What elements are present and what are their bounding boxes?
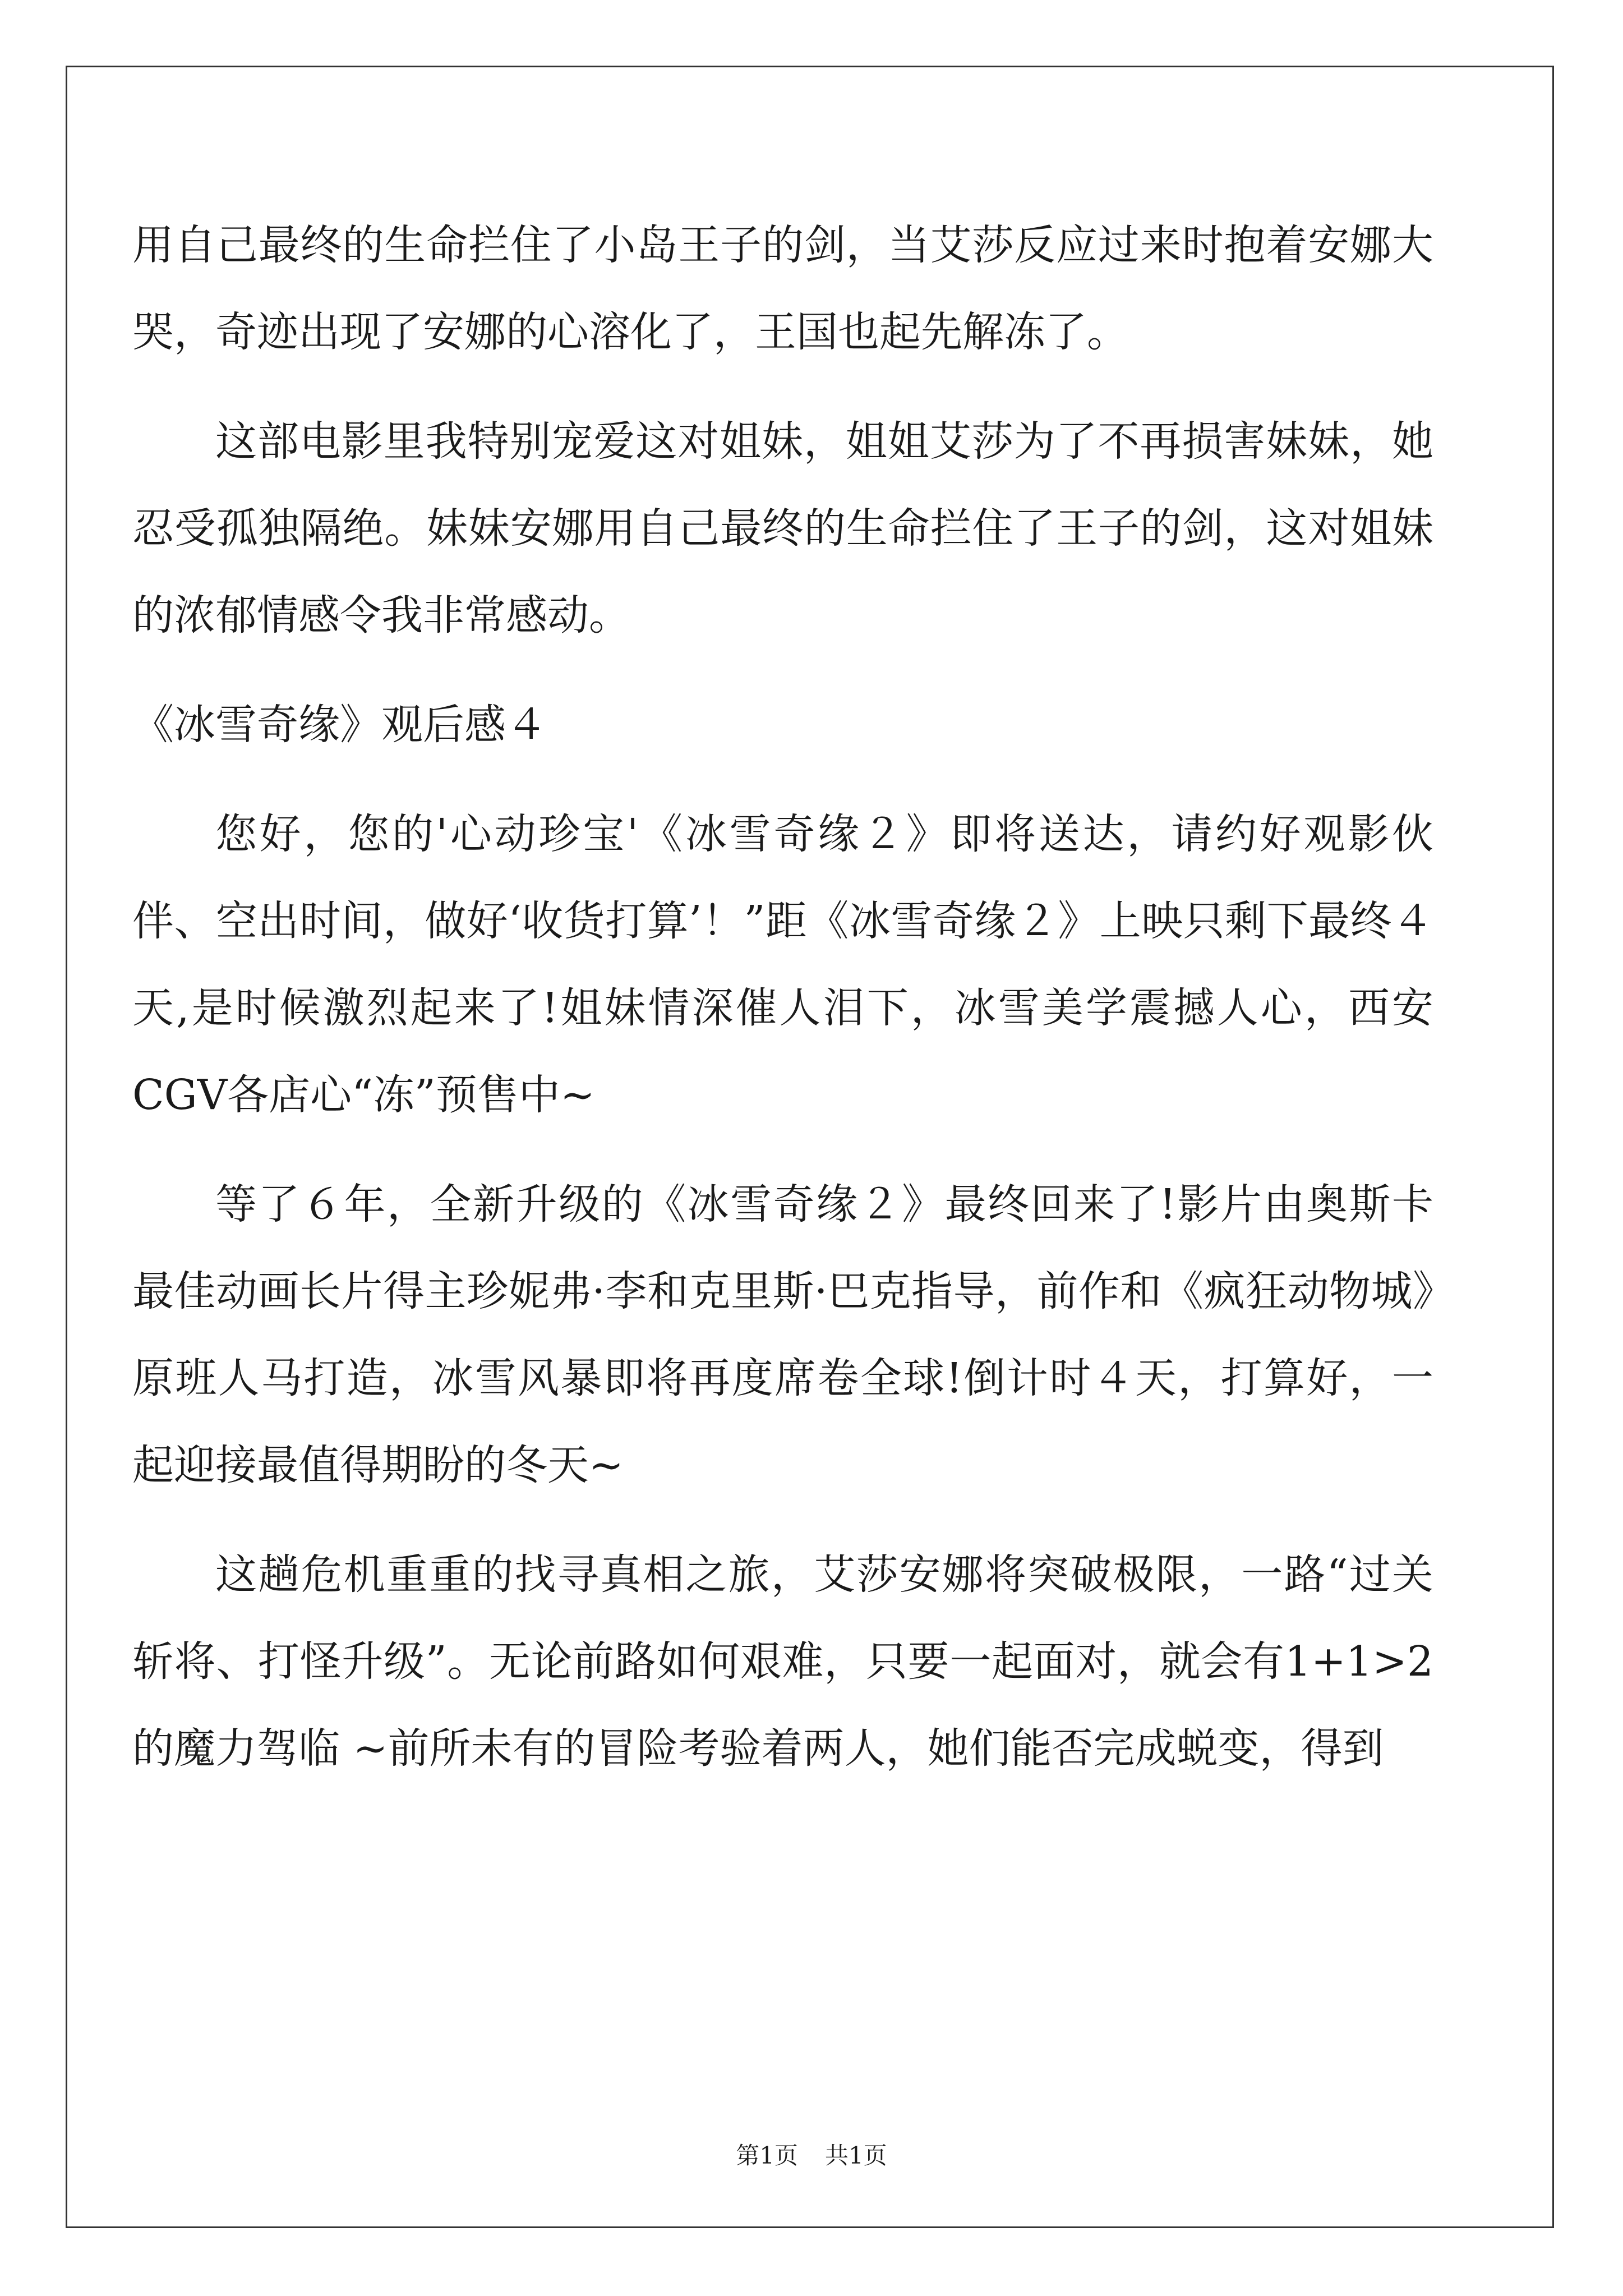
paragraph-3: 您好，您的'心动珍宝'《冰雪奇缘２》即将送达，请约好观影伙伴、空出时间，做好‘收货打算’！”距《冰雪奇缘２》上映只剩下最终４天,是时候激烈起来了!姐妹情深催人泪下，冰雪美学震撼人心，西安CGV各店心“冻”预售中~ [132,810,1433,1119]
page-number: 第1页 [736,2142,798,2169]
document-body [132,202,1433,1815]
page-footer [0,2137,1623,2171]
page-total: 共1页 [825,2142,887,2169]
section-heading: 《冰雪奇缘》观后感４ [132,701,547,749]
paragraph-2: 这部电影里我特别宠爱这对姐妹，姐姐艾莎为了不再损害妹妹，她忍受孤独隔绝。妹妹安娜用自己最终的生命拦住了王子的剑，这对姐妹的浓郁情感令我非常感动。 [132,417,1433,639]
paragraph-5: 这趟危机重重的找寻真相之旅，艾莎安娜将突破极限，一路“过关斩将、打怪升级”。无论前路如何艰难，只要一起面对，就会有1+1>2的魔力驾临 ~前所未有的冒险考验着两人，她们能否完成蜕变，得到 [132,1550,1433,1773]
paragraph-4: 等了６年，全新升级的《冰雪奇缘２》最终回来了!影片由奥斯卡最佳动画长片得主珍妮弗·李和克里斯·巴克指导，前作和《疯狂动物城》原班人马打造，冰雪风暴即将再度席卷全球!倒计时４天，打算好，一起迎接最值得期盼的冬天~ [132,1180,1433,1489]
paragraph-1: 用自己最终的生命拦住了小岛王子的剑，当艾莎反应过来时抱着安娜大哭，奇迹出现了安娜的心溶化了，王国也起先解冻了。 [132,221,1433,356]
